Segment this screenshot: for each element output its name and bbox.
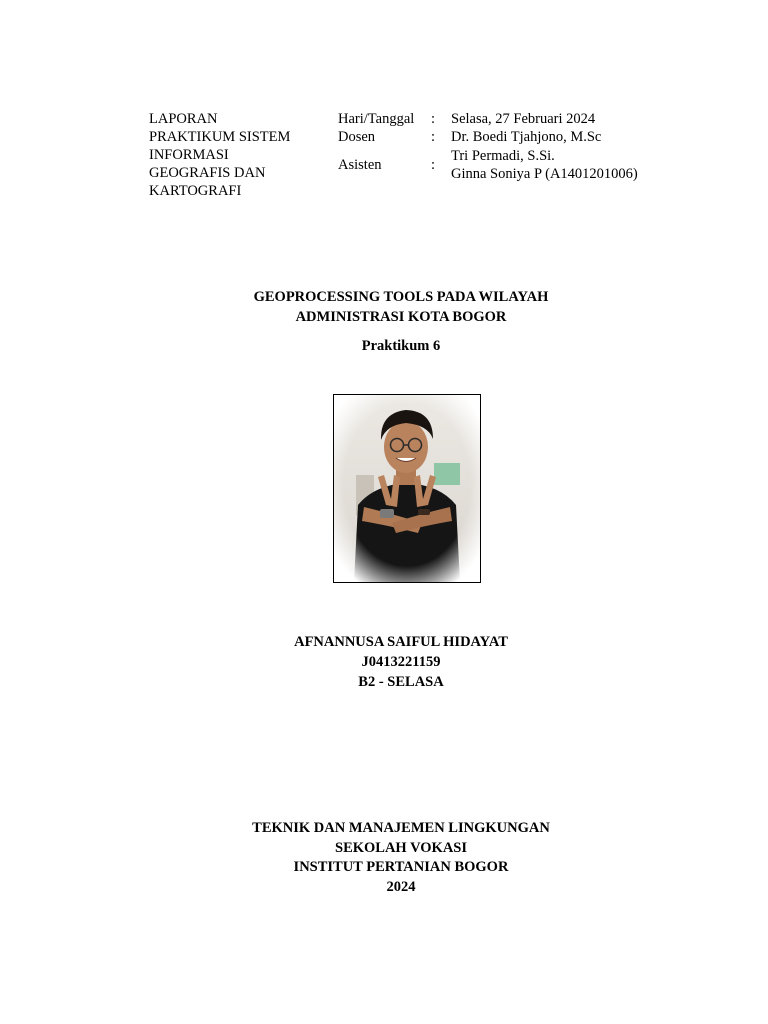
assistant-label: Asisten [338, 157, 382, 173]
student-photo [333, 394, 481, 583]
assistant-name: Ginna Soniya P (A1401201006) [451, 166, 638, 182]
report-info-table [338, 110, 638, 183]
student-info [0, 632, 768, 692]
assistant-separator: : [431, 157, 436, 173]
lecturer-value: Dr. Boedi Tjahjono, M.Sc [451, 129, 602, 145]
report-title-line: GEOGRAFIS DAN [149, 165, 266, 181]
department-name: TEKNIK DAN MANAJEMEN LINGKUNGAN [252, 820, 550, 836]
document-title-line: GEOPROCESSING TOOLS PADA WILAYAH [253, 289, 549, 305]
document-title [0, 287, 768, 327]
practicum-number: Praktikum 6 [361, 338, 441, 354]
student-class: B2 - SELASA [358, 674, 444, 690]
date-value: Selasa, 27 Februari 2024 [451, 111, 596, 127]
report-title-block [149, 110, 329, 200]
report-title-line: INFORMASI [149, 147, 229, 163]
report-title-line: LAPORAN [149, 111, 218, 127]
report-title-line: KARTOGRAFI [149, 183, 242, 199]
institution-block [0, 819, 768, 897]
lecturer-separator: : [431, 129, 436, 145]
report-title-line: PRAKTIKUM SISTEM [149, 129, 291, 145]
student-photo-illustration [334, 395, 480, 582]
date-separator: : [431, 111, 436, 127]
lecturer-row [338, 128, 638, 146]
document-title-line: ADMINISTRASI KOTA BOGOR [295, 309, 507, 325]
assistant-values [451, 146, 638, 183]
document-year: 2024 [386, 878, 416, 895]
student-nim: J0413221159 [361, 654, 441, 670]
lecturer-label: Dosen [338, 129, 376, 145]
school-name: SEKOLAH VOKASI [335, 839, 467, 856]
date-label: Hari/Tanggal [338, 111, 415, 127]
institution-name: INSTITUT PERTANIAN BOGOR [293, 859, 509, 875]
date-row [338, 110, 638, 128]
student-name: AFNANNUSA SAIFUL HIDAYAT [294, 634, 508, 650]
assistant-row [338, 146, 638, 183]
assistant-name: Tri Permadi, S.Si. [451, 148, 555, 164]
